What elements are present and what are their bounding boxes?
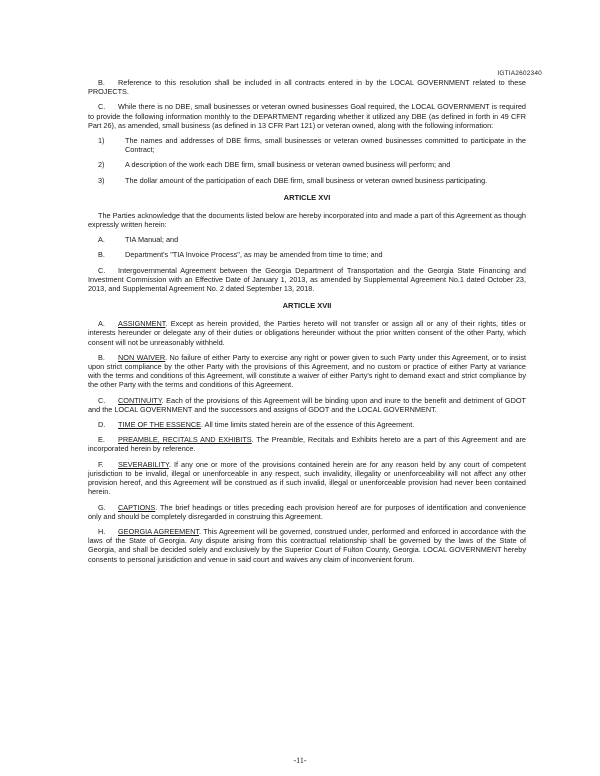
document-id: IGTIA2602340 bbox=[497, 70, 542, 77]
list-item bbox=[88, 176, 526, 185]
list-text: Department's "TIA Invoice Process", as may be amended from time to time; and bbox=[125, 250, 383, 260]
paragraph-label: C. bbox=[98, 102, 106, 112]
paragraph-text: Reference to this resolution shall be included in all contracts entered in by the LOCAL GOVERNMENT related to these PROJECTS. bbox=[88, 78, 526, 97]
paragraph-text: . If any one or more of the provisions contained herein are for any reason held by any court of competent jurisdiction to be invalid, illegal or unenforceable in any respect, such invalidity, illegality or unenforceability will not affect any other provision hereof, and this Agreement will be construed as if such invalid, illegal or unenforceable provision had never been contained herein. bbox=[88, 459, 526, 497]
paragraph-text: . All time limits stated herein are of the essence of this Agreement. bbox=[200, 420, 415, 430]
paragraph-label: C. bbox=[98, 265, 106, 275]
paragraph-text: . The brief headings or titles preceding each provision hereof are for purposes of identification and convenience only and should be completely disregarded in construing this Agreement. bbox=[88, 502, 526, 521]
paragraph-text: Intergovernmental Agreement between the Georgia Department of Transportation and the Georgia State Financing and Investment Commission with an Effective Date of January 1, 2013, as amended by Supplemental Agreement No.1 dated October 23, 2013, and Supplemental Agreement No. 2 dated September 13, 2018. bbox=[88, 265, 526, 294]
list-number: A. bbox=[98, 235, 105, 245]
article-17-item-a bbox=[88, 319, 526, 347]
section-title: SEVERABILITY bbox=[118, 459, 169, 469]
article-17-item-b bbox=[88, 353, 526, 390]
paragraph-label: B. bbox=[98, 78, 105, 87]
list-text: The dollar amount of the participation of each DBE firm, small business or veteran owned business participating. bbox=[125, 175, 488, 185]
paragraph-text: While there is no DBE, small businesses or veteran owned businesses Goal required, the LOCAL GOVERNMENT is required to provide the following information monthly to the DEPARTMENT regarding whether it utilized any DBE (as defined in forth in 49 CFR Part 26), as amended, small business (as defined in 13 CFR Part 121) or veteran owned, along with the following information: bbox=[88, 102, 526, 130]
paragraph-label: B. bbox=[98, 352, 105, 362]
paragraph-c-dbe bbox=[88, 102, 526, 130]
list-number: 1) bbox=[98, 136, 105, 146]
list-number: 3) bbox=[98, 175, 105, 185]
list-text: A description of the work each DBE firm, small business or veteran owned business will perform; and bbox=[125, 160, 451, 170]
list-text: TIA Manual; and bbox=[125, 235, 179, 245]
list-item bbox=[88, 160, 526, 169]
list-number: B. bbox=[98, 250, 105, 260]
article-17-item-c bbox=[88, 396, 526, 414]
page-number: -11- bbox=[293, 756, 307, 765]
list-item bbox=[88, 235, 526, 244]
paragraph-label: A. bbox=[98, 319, 105, 329]
article-17-item-h bbox=[88, 527, 526, 564]
section-title: CAPTIONS bbox=[118, 502, 156, 512]
list-item bbox=[88, 250, 526, 259]
paragraph-label: D. bbox=[98, 420, 106, 430]
paragraph-b-resolution bbox=[88, 78, 526, 96]
article-17-heading: ARTICLE XVII bbox=[282, 301, 332, 311]
paragraph-text: . The Preamble, Recitals and Exhibits hereto are a part of this Agreement and are incorporated herein by reference. bbox=[88, 435, 526, 454]
section-title: ASSIGNMENT bbox=[118, 319, 166, 329]
list-number: 2) bbox=[98, 160, 105, 170]
document-body bbox=[88, 66, 526, 564]
article-16-intro: The Parties acknowledge that the documents listed below are hereby incorporated into and made a part of this Agreement as though expressly written herein: bbox=[88, 210, 526, 230]
paragraph-label: G. bbox=[98, 502, 106, 512]
article-17-item-g bbox=[88, 503, 526, 521]
article-17-item-f bbox=[88, 460, 526, 497]
paragraph-label: H. bbox=[98, 526, 106, 536]
paragraph-text: . No failure of either Party to exercise any right or power given to such Party under this Agreement, or to insist upon strict compliance by the other Party with the provisions of this Agreement, and no custom or practice of either Party at variance with the terms and conditions of this Agreement, will constitute a waiver of either Party's right to demand exact and strict compliance by the other Party with the terms and conditions of this Agreement. bbox=[88, 352, 526, 390]
section-title: PREAMBLE, RECITALS AND EXHIBITS bbox=[118, 435, 252, 445]
section-title: CONTINUITY bbox=[118, 395, 162, 405]
list-text: The names and addresses of DBE firms, small businesses or veteran owned businesses committed to participate in the Contract; bbox=[125, 136, 526, 155]
section-title: GEORGIA AGREEMENT bbox=[118, 526, 199, 536]
paragraph-text: . This Agreement will be governed, construed under, performed and enforced in accordance with the laws of the State of Georgia. Any dispute arising from this contractual relationship shall be governed by the laws of the State of Georgia, and shall be decided solely and exclusively by the Superior Court of Fulton County, Georgia. LOCAL GOVERNMENT hereby consents to personal jurisdiction and venue in said court and waives any claim of inconvenient forum. bbox=[88, 526, 526, 564]
section-title: TIME OF THE ESSENCE bbox=[118, 420, 201, 430]
paragraph-text: . Each of the provisions of this Agreement will be binding upon and inure to the benefit and detriment of GDOT and the LOCAL GOVERNMENT and the successors and assigns of GDOT and the LOCAL GOVERNMENT. bbox=[88, 395, 526, 414]
paragraph-label: C. bbox=[98, 395, 106, 405]
article-17-item-e bbox=[88, 435, 526, 453]
paragraph-text: . Except as herein provided, the Parties hereto will not transfer or assign all or any of their rights, titles or interests hereunder or delegate any of their duties or obligations hereunder without the prior written consent of the other Party, which consent will not be unreasonably withheld. bbox=[88, 319, 526, 347]
article-16-heading: ARTICLE XVI bbox=[283, 192, 331, 202]
paragraph-label: E. bbox=[98, 435, 105, 445]
article-17-item-d bbox=[88, 420, 526, 429]
paragraph-label: F. bbox=[98, 459, 104, 469]
article-16-item-c bbox=[88, 266, 526, 294]
section-title: NON WAIVER bbox=[118, 352, 166, 362]
list-item bbox=[88, 136, 526, 154]
